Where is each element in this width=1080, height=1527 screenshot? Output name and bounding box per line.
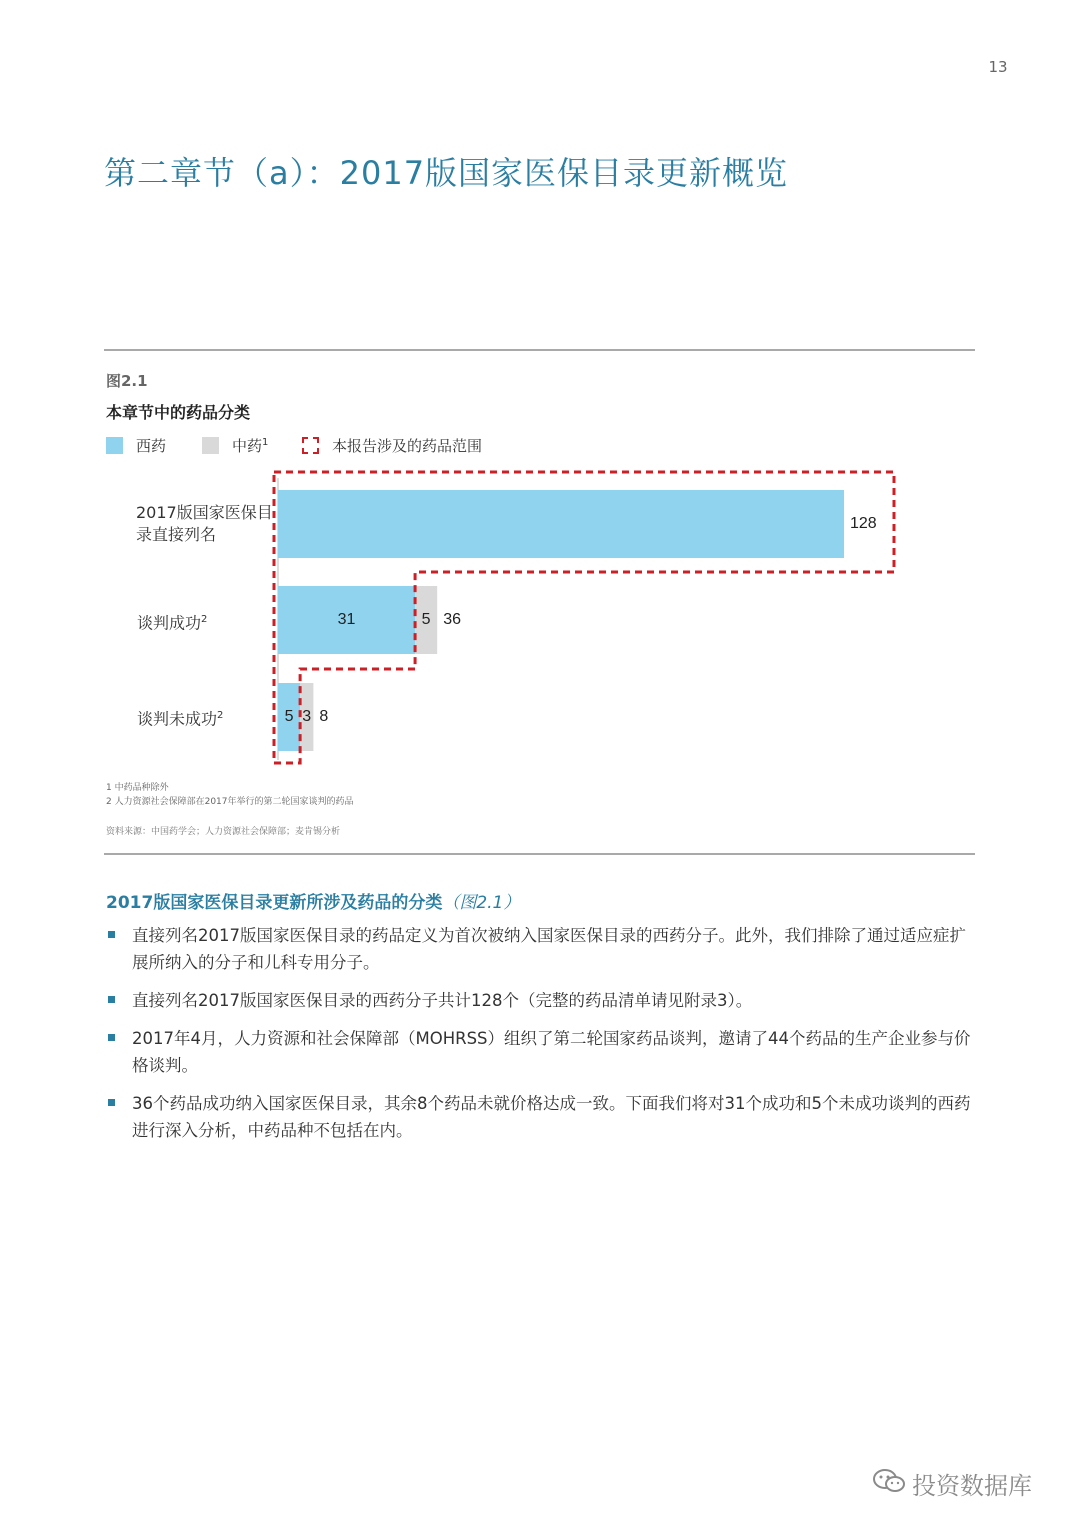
bullet-text: 36个药品成功纳入国家医保目录，其余8个药品未就价格达成一致。下面我们将对31个成功和5个未成功谈判的西药进行深入分析，中药品种不包括在内。: [132, 1094, 971, 1140]
figure-footnotes: [106, 781, 354, 809]
legend-label-tcm-text: 中药: [232, 437, 263, 455]
bullet-text: 直接列名2017版国家医保目录的西药分子共计128个（完整的药品清单请见附录3）。: [132, 991, 753, 1010]
bar-western-0: [278, 490, 844, 558]
bullet-marker: [108, 1034, 115, 1041]
value-label-western-2: 5: [284, 708, 294, 726]
footnote-2: 2 人力资源社会保障部在2017年举行的第二轮国家谈判的药品: [106, 797, 354, 807]
section-heading-figure-ref: （图2.1）: [442, 893, 521, 913]
figure-source: 资料来源：中国药学会；人力资源社会保障部；麦肯锡分析: [106, 827, 341, 837]
category-label-negotiation-success-text: 谈判成功: [137, 613, 202, 633]
chapter-title: 第二章节（a）：2017版国家医保目录更新概览: [104, 154, 789, 192]
footnote-1: 1 中药品种除外: [106, 783, 169, 793]
watermark-text: 投资数据库: [912, 1472, 1032, 1500]
bullet-item: [106, 922, 976, 976]
value-label-western-1: 31: [337, 611, 356, 629]
value-label-tcm-1: 5: [421, 611, 431, 629]
total-label-2: 8: [319, 708, 329, 726]
category-label-negotiation-failed-sup: 2: [217, 710, 224, 721]
bullet-marker: [108, 996, 115, 1003]
total-label-0: 128: [850, 515, 877, 533]
section-heading: [106, 888, 520, 913]
page-number: 13: [988, 58, 1008, 76]
legend-label-tcm-sup: 1: [262, 437, 269, 448]
bullet-text: 直接列名2017版国家医保目录的药品定义为首次被纳入国家医保目录的西药分子。此外，我们排除了通过适应症扩展所纳入的分子和儿科专用分子。: [132, 926, 966, 972]
bullet-marker: [108, 931, 115, 938]
bullet-list: [106, 922, 976, 1155]
category-label-negotiation-success-sup: 2: [201, 614, 208, 625]
bullet-text: 2017年4月，人力资源和社会保障部（MOHRSS）组织了第二轮国家药品谈判，邀请了44个药品的生产企业参与价格谈判。: [132, 1029, 971, 1075]
bullet-item: [106, 987, 976, 1014]
figure-title: 本章节中的药品分类: [106, 403, 251, 422]
value-label-tcm-2: 3: [302, 708, 312, 726]
legend-label-western: 西药: [136, 437, 167, 455]
legend-label-scope: 本报告涉及的药品范围: [332, 437, 483, 455]
total-label-1: 36: [443, 611, 461, 629]
figure-number: 图2.1: [106, 372, 148, 390]
bullet-marker: [108, 1099, 115, 1106]
bottom-divider: [104, 853, 975, 855]
bullet-item: [106, 1090, 976, 1144]
category-label-direct-listing-text: 2017版国家医保目录直接列名: [136, 503, 273, 544]
wechat-icon: [872, 1468, 906, 1494]
bullet-item: [106, 1025, 976, 1079]
category-label-negotiation-failed-text: 谈判未成功: [137, 709, 218, 729]
section-heading-text: 2017版国家医保目录更新所涉及药品的分类: [106, 893, 443, 913]
